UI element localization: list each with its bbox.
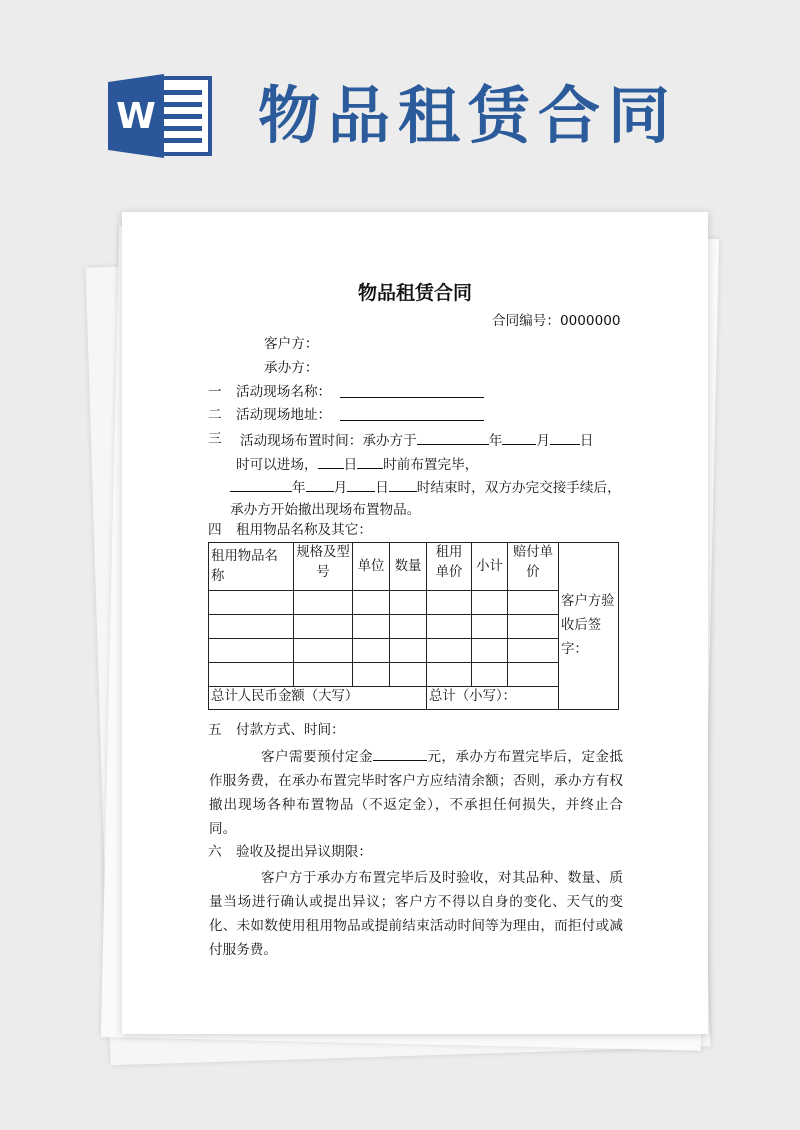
table-total-row xyxy=(209,687,619,710)
section-5-label: 付款方式、时间： xyxy=(236,722,345,738)
section-4-label: 租用物品名称及其它： xyxy=(236,522,372,538)
table-header-row xyxy=(209,543,619,591)
section-3-line-3: 年 月 日 时结束时，双方办完交接手续后， xyxy=(230,476,621,498)
header-item-name: 租用物品名称 xyxy=(209,543,294,591)
section-3-line-2: 时可以进场， 日 时前布置完毕， xyxy=(236,453,478,475)
section-5-text: 客户需要预付定金 元，承办方布置完毕后，定金抵作服务费，在承办布置完毕时客户方应结清余额；否则，承办方有权撤出现场各种布置物品（不返定金），不承担任何损失，并终止合同。 xyxy=(209,745,623,841)
contract-number-value: 0000000 xyxy=(559,313,621,329)
document-title: 物品租赁合同 xyxy=(357,282,472,304)
document-content xyxy=(122,212,708,1034)
word-icon-letter: W xyxy=(116,96,156,137)
banner-title: 物品租赁合同 xyxy=(258,79,679,152)
section-3-line-4: 承办方开始撤出现场布置物品。 xyxy=(230,502,421,518)
header-rental-price: 租用单价 xyxy=(427,543,472,591)
banner xyxy=(0,0,800,200)
section-4-number: 四 xyxy=(208,522,222,538)
section-3-line-1: 活动现场布置时间：承办方于 年 月 日 xyxy=(240,429,594,451)
client-label: 客户方： xyxy=(264,336,319,352)
section-5-number: 五 xyxy=(208,722,222,738)
section-2-label: 活动现场地址： xyxy=(236,407,332,423)
table-row xyxy=(209,663,619,687)
client-acceptance-signature-cell: 客户方验收后签字： xyxy=(559,543,619,710)
section-6-label: 验收及提出异议期限： xyxy=(236,844,372,860)
header-unit: 单位 xyxy=(353,543,390,591)
total-upper-case: 总计人民币金额（大写） xyxy=(209,687,427,710)
section-1-blank xyxy=(340,382,484,404)
header-subtotal: 小计 xyxy=(472,543,508,591)
header-spec-model: 规格及型号 xyxy=(294,543,353,591)
section-6-number: 六 xyxy=(208,844,222,860)
table-row xyxy=(209,615,619,639)
section-2-number: 二 xyxy=(208,407,222,423)
section-2-blank xyxy=(340,405,484,427)
section-3-number: 三 xyxy=(208,431,222,447)
header-quantity: 数量 xyxy=(390,543,427,591)
total-lower-case: 总计（小写）： xyxy=(427,687,559,710)
word-document-icon xyxy=(108,74,214,158)
table-row xyxy=(209,591,619,615)
section-1-label: 活动现场名称： xyxy=(236,384,332,400)
document-page xyxy=(122,212,708,1034)
rental-items-table xyxy=(208,542,619,710)
contract-number xyxy=(492,311,621,331)
contract-number-label: 合同编号： xyxy=(492,313,560,329)
contractor-label: 承办方： xyxy=(264,360,319,376)
header-compensation-price: 赔付单价 xyxy=(508,543,559,591)
section-1-number: 一 xyxy=(208,384,222,400)
section-6-text: 客户方于承办方布置完毕后及时验收，对其品种、数量、质量当场进行确认或提出异议；客户方不得以自身的变化、天气的变化、未如数使用租用物品或提前结束活动时间等为理由，而拒付或减付服务费。 xyxy=(209,870,623,958)
table-row xyxy=(209,639,619,663)
